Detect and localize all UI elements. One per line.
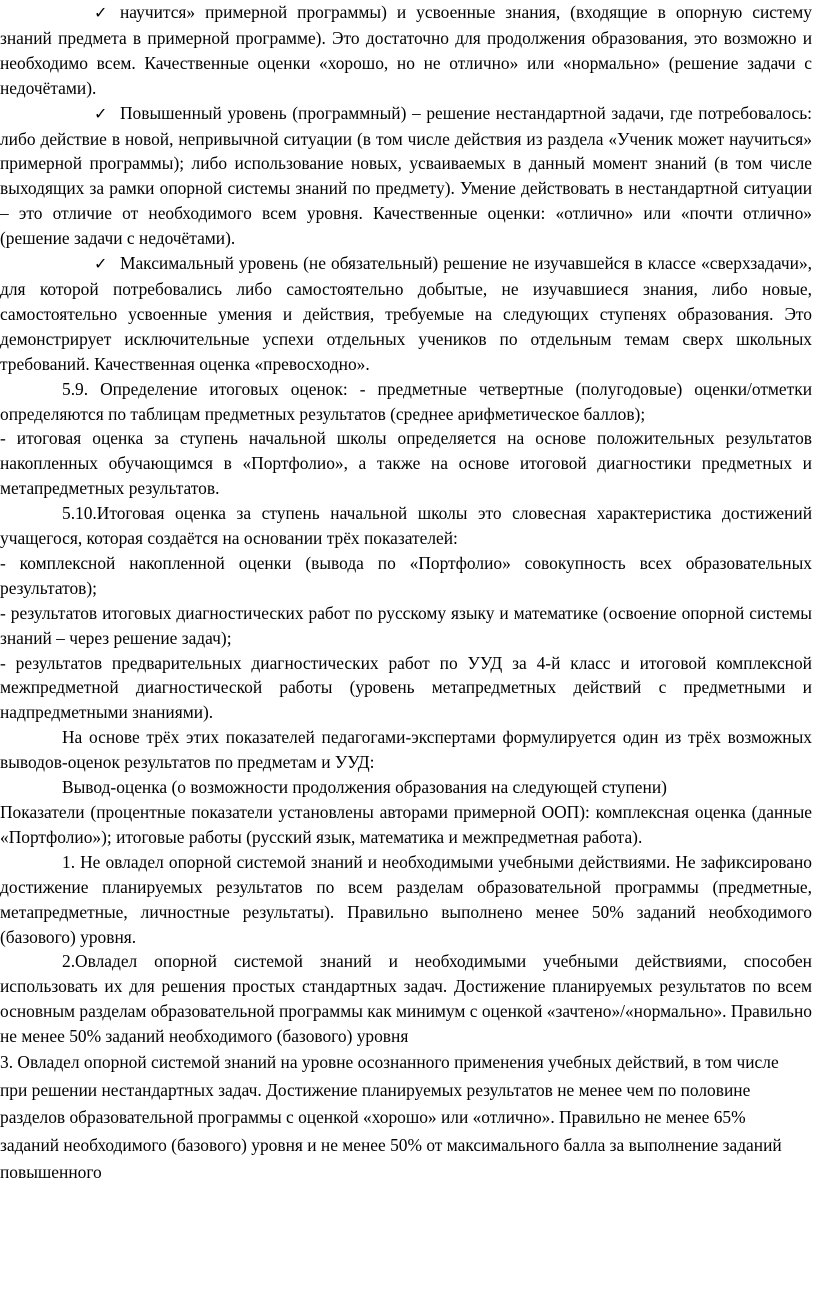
paragraph-5-9: 5.9. Определение итоговых оценок: - предметные четвертные (полугодовые) оценки/отметки определяются по таблицам предметных результатов (среднее арифметическое баллов); <box>0 378 812 424</box>
paragraph-level-1: 1. Не овладел опорной системой знаний и необходимыми учебными действиями. Не зафиксировано достижение планируемых результатов по всем разделам образовательной программы (предметные, метапредметные, личностные результаты). Правильно выполнено менее 50% заданий необходимого (базового) уровня. <box>0 851 812 947</box>
paragraph-experts: На основе трёх этих показателей педагогами-экспертами формулируется один из трёх возможных выводов-оценок результатов по предметам и УУД: <box>0 727 812 773</box>
paragraph-bullet-1 <box>0 0 812 101</box>
paragraph-5-10: 5.10.Итоговая оценка за ступень начальной школы это словесная характеристика достижений учащегося, которая создаётся на основании трёх показателей: <box>0 503 812 549</box>
checkmark-icon: ✓ <box>94 254 108 274</box>
checkmark-icon: ✓ <box>94 103 108 123</box>
checkmark-icon: ✓ <box>94 3 108 22</box>
paragraph-level-3: 3. Овладел опорной системой знаний на уровне осознанного применения учебных действий, в том числе при решении нестандартных задач. Достижение планируемых результатов не менее чем по половине разделов образовательной программы с оценкой «хорошо» или «отлично». Правильно не менее 65% заданий необходимого (базового) уровня и не менее 50% от максимального балла за выполнение заданий повышенного <box>0 1052 782 1183</box>
list-item-portfolio: - комплексной накопленной оценки (вывода по «Портфолио» совокупность всех образовательных результатов); <box>0 552 812 598</box>
paragraph-text: научится» примерной программы) и усвоенные знания, (входящие в опорную систему знаний предмета в примерной программе). Это достаточно для продолжения образования, это возможно и необходимо всем. Качественные оценки «хорошо, но не отлично» или «нормально» (решение задачи с недочётами). <box>0 2 812 98</box>
list-item-final-works: - результатов итоговых диагностических работ по русскому языку и математике (освоение опорной системы знаний – через решение задач); <box>0 602 812 648</box>
paragraph-conclusion-heading: Вывод-оценка (о возможности продолжения образования на следующей ступени) <box>62 777 667 798</box>
list-item-uud-works: - результатов предварительных диагностических работ по УУД за 4-й класс и итоговой комплексной межпредметной диагностической работы (уровень метапредметных действий с предметными и надпредметными знаниями). <box>0 652 812 723</box>
paragraph-final-grade: - итоговая оценка за ступень начальной школы определяется на основе положительных результатов накопленных обучающимся в «Портфолио», а также на основе итоговой диагностики предметных и метапредметных результатов. <box>0 428 812 499</box>
paragraph-level-2: 2.Овладел опорной системой знаний и необходимыми учебными действиями, способен использовать их для решения простых стандартных задач. Достижение планируемых результатов по всем основным разделам образовательной программы как минимум с оценкой «зачтено»/«нормально». Правильно не менее 50% заданий необходимого (базового) уровня <box>0 951 812 1047</box>
paragraph-indicators: Показатели (процентные показатели установлены авторами примерной ООП): комплексная оценка (данные «Портфолио»); итоговые работы (русский язык, математика и межпредметная работа). <box>0 802 812 847</box>
last-paragraph-block <box>0 1049 790 1187</box>
paragraph-text: Повышенный уровень (программный) – решение нестандартной задачи, где потребовалось: либо действие в новой, непривычной ситуации (в том числе действия из раздела «Ученик может научиться» примерной программы); либо использование новых, усваиваемых в данный момент знаний (в том числе выходящих за рамки опорной системы знаний по предмету). Умение действовать в нестандартной ситуации – это отличие от необходимого всем уровня. Качественные оценки: «отлично» или «почти отлично» (решение задачи с недочётами). <box>0 102 812 249</box>
paragraph-text: Максимальный уровень (не обязательный) решение не изучавшейся в классе «сверхзадачи», для которой потребовались либо самостоятельно добытые, не изучавшиеся знания, либо новые, самостоятельно усвоенные умения и действия, требуемые на следующих ступенях образования. Это демонстрирует исключительные успехи отдельных учеников по отдельным темам сверх школьных требований. Качественная оценка «превосходно». <box>0 253 812 374</box>
paragraph-bullet-2 <box>0 101 812 251</box>
paragraph-bullet-3 <box>0 251 812 377</box>
